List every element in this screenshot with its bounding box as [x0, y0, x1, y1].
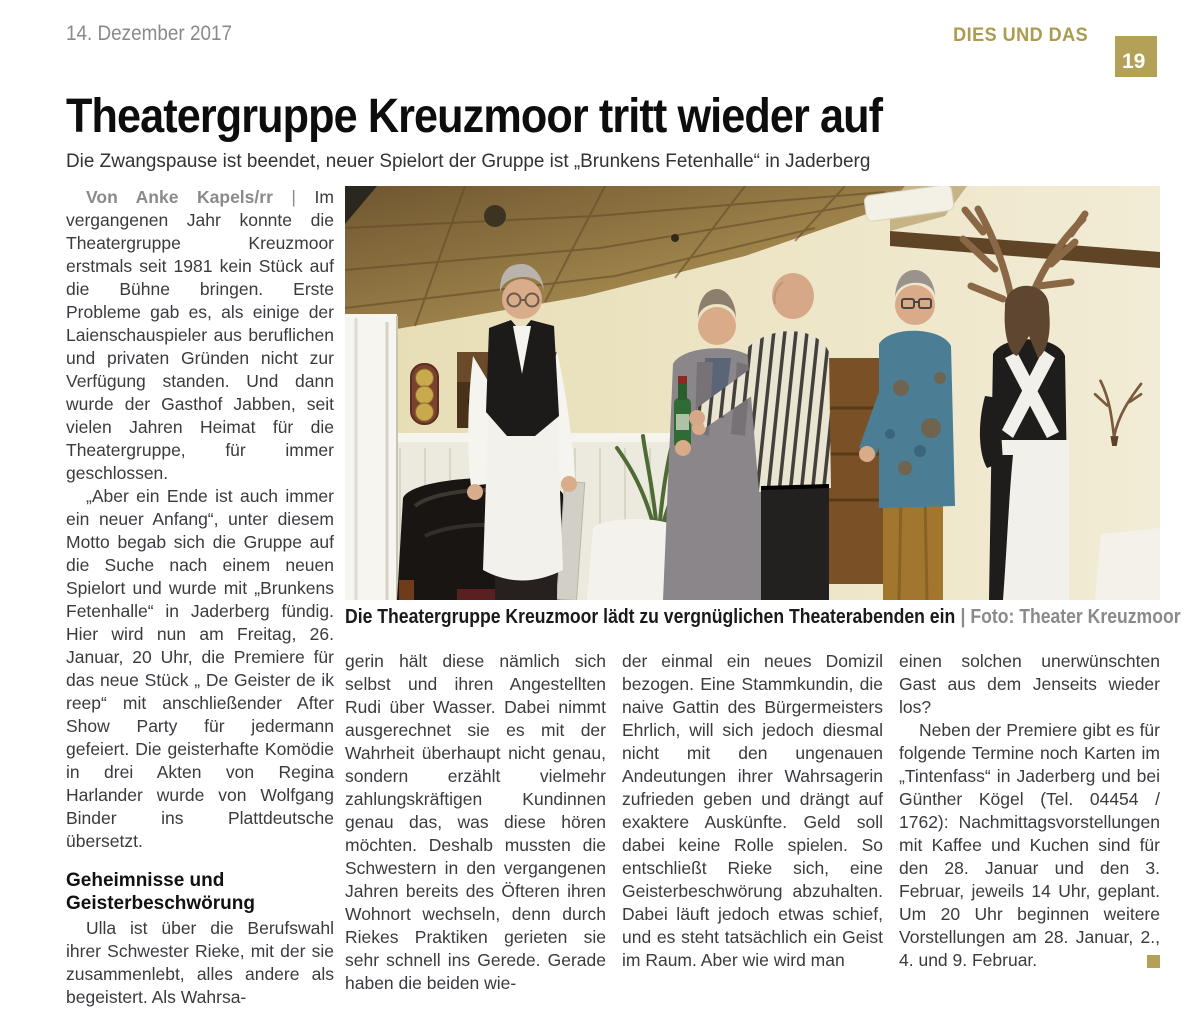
photo-illustration	[345, 186, 1160, 600]
paragraph-last	[899, 719, 1160, 972]
byline: Von Anke Kapels/rr	[86, 187, 273, 207]
table-cloth-right	[1095, 528, 1160, 600]
issue-date: 14. Dezember 2017	[66, 22, 233, 45]
photo-caption	[345, 606, 1181, 629]
end-of-article-marker	[1147, 955, 1160, 968]
article-column-3	[622, 650, 883, 995]
paragraph: einen solchen unerwünschten Gast aus dem Jenseits wieder los?	[899, 651, 1160, 717]
paragraph: „Aber ein Ende ist auch immer ein neuer Anfang“, unter diesem Motto begab sich die Gruppe auf die Suche nach einem neuen Spielort und wurde mit „Brunkens Fetenhalle“ in Jaderberg fündig. Hier wird nun am Freitag, 26. Januar, 20 Uhr, die Premiere für das neue Stück „ De Geister de ik reep“ mit anschließender After Show Party für jedermann gefeiert. Die geisterhafte Komödie in drei Akten von Regina Harlander wurde von Wolfgang Binder ins Plattdeutsche übersetzt.	[66, 486, 334, 851]
paragraph-text: Im vergangenen Jahr konnte die Theatergruppe Kreuzmoor erstmals seit 1981 kein Stück auf die Bühne bringen. Erste Probleme gab es, als einige der Laienschauspieler aus beruflichen und privaten Gründen nicht zur Verfügung standen. Und dann wurde der Gasthof Jabben, seit vielen Jahren Heimat für die Theatergruppe, für immer geschlossen.	[66, 187, 334, 483]
caption-text: Die Theatergruppe Kreuzmoor lädt zu vergnüglichen Theaterabenden ein	[345, 606, 956, 628]
bottom-columns	[345, 650, 1160, 995]
article-column-4	[899, 650, 1160, 995]
paragraph: gerin hält diese nämlich sich selbst und ihren Angestellten Rudi über Wasser. Dabei nimmt ausgerechnet sie es mit der Wahrheit überhaupt nicht genau, sondern erzählt vielmehr zahlungskräftigen Kundinnen genau das, was diese hören möchten. Deshalb mussten die Schwestern in den vergangenen Jahren bereits des Öfteren ihren Wohnort wechseln, denn durch Riekes Praktiken gerieten sie sehr schnell ins Gerede. Gerade haben die beiden wie-	[345, 651, 606, 993]
page-number: 19	[1122, 50, 1146, 73]
headline: Theatergruppe Kreuzmoor tritt wieder auf	[66, 90, 883, 143]
crosshead: Geheimnisse und Geisterbeschwörung	[66, 870, 255, 914]
subheadline: Die Zwangspause ist beendet, neuer Spielort der Gruppe ist „Brunkens Fetenhalle“ in Jaderberg	[66, 150, 871, 172]
caption-credit: | Foto: Theater Kreuzmoor	[960, 606, 1181, 628]
page-number-badge	[1115, 36, 1157, 77]
byline-separator: |	[272, 187, 315, 207]
paragraph-lead	[66, 186, 334, 485]
ceiling-vent	[484, 205, 506, 227]
article-photo	[345, 186, 1160, 600]
section-title: DIES UND DAS	[952, 25, 1088, 46]
wall-ornament	[411, 364, 438, 424]
door-frame	[345, 314, 397, 600]
article-column-1	[66, 186, 334, 1009]
paragraph-text: Neben der Premiere gibt es für folgende Termine noch Karten im „Tintenfass“ in Jaderberg und bei Günther Kögel (Tel. 04454 / 1762): Nachmittagsvorstellungen mit Kaffee und Kuchen sind für den 28. Januar und den 3. Februar, jeweils 14 Uhr, geplant. Um 20 Uhr beginnen weitere Vorstellungen am 28. Januar, 2., 4. und 9. Februar.	[899, 720, 1160, 970]
article-column-2	[345, 650, 606, 995]
paragraph: Ulla ist über die Berufswahl ihrer Schwester Rieke, mit der sie zusammenlebt, alles andere als begeistert. Als Wahrsa-	[66, 918, 334, 1007]
paragraph: der einmal ein neues Domizil bezogen. Eine Stammkundin, die naive Gattin des Bürgermeisters Ehrlich, will sich jedoch diesmal nicht mit den ungenauen Andeutungen ihrer Wahrsagerin zufrieden geben und drängt auf exaktere Auskünfte. Geld soll dabei keine Rolle spielen. So entschließt Rieke sich, eine Geisterbeschwörung abzuhalten. Dabei läuft jedoch etwas schief, und es steht tatsächlich ein Geist im Raum. Aber wie wird man	[622, 651, 883, 970]
